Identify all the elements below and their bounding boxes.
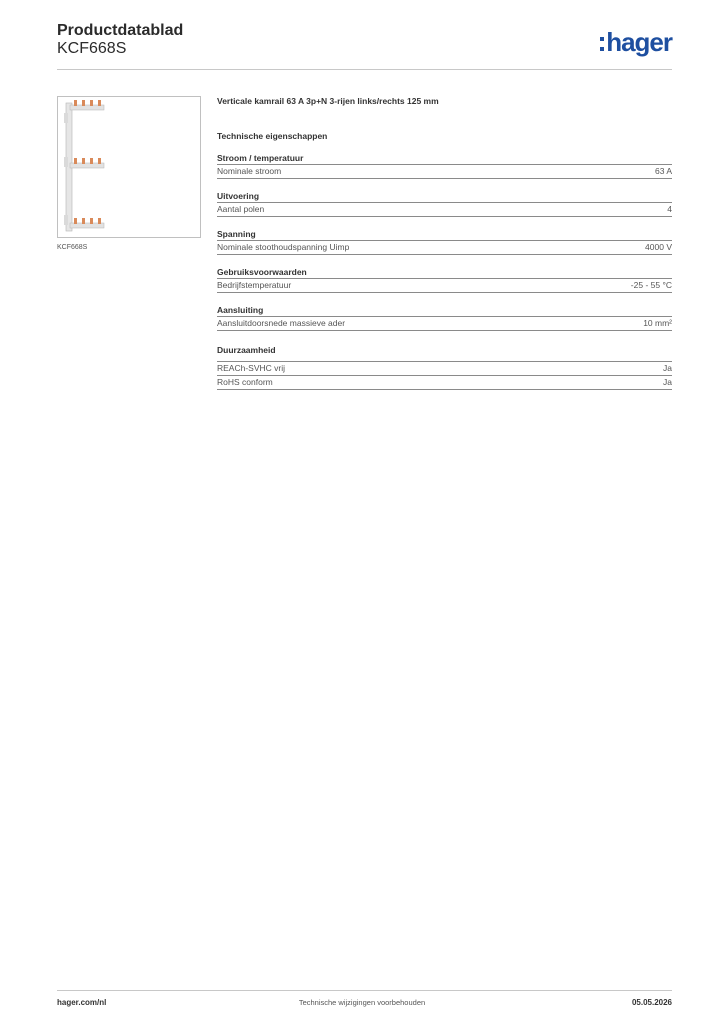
group-title-spanning: Spanning: [217, 217, 672, 241]
footer-date: 05.05.2026: [631, 998, 672, 1007]
spec-value: -25 - 55 °C: [630, 280, 672, 290]
spec-row: [217, 317, 672, 331]
logo-dots-icon: [600, 37, 604, 51]
footer-divider: [57, 990, 672, 991]
spec-row: [217, 241, 672, 255]
busbar-illustration-icon: [58, 97, 200, 237]
section-heading: Technische eigenschappen: [217, 131, 328, 141]
logo-text: hager: [606, 27, 672, 57]
image-caption: KCF668S: [57, 244, 88, 251]
spec-label: RoHS conform: [217, 377, 273, 387]
group-title-aansluiting: Aansluiting: [217, 293, 672, 317]
spec-label: REACh-SVHC vrij: [217, 363, 286, 373]
spec-label: Aansluitdoorsnede massieve ader: [217, 318, 346, 328]
group-title-stroom: Stroom / temperatuur: [217, 143, 672, 165]
page-title: Productdatablad: [57, 22, 184, 39]
spec-row: [217, 279, 672, 293]
spec-content: [217, 96, 672, 390]
product-description: Verticale kamrail 63 A 3p+N 3-rijen links/rechts 125 mm: [217, 96, 439, 106]
spec-label: Nominale stoothoudspanning Uimp: [217, 242, 350, 252]
spec-row: [217, 376, 672, 390]
group-title-duurzaamheid: Duurzaamheid: [217, 331, 672, 362]
spec-row: [217, 203, 672, 217]
spec-row: [217, 362, 672, 376]
header-divider: [57, 69, 672, 70]
group-title-gebruiksvoorwaarden: Gebruiksvoorwaarden: [217, 255, 672, 279]
spec-value: Ja: [663, 377, 672, 387]
spec-row: [217, 165, 672, 179]
spec-value: 4: [667, 204, 672, 214]
spec-value: 63 A: [654, 166, 672, 176]
spec-label: Aantal polen: [217, 204, 265, 214]
spec-label: Nominale stroom: [217, 166, 282, 176]
spec-value: 10 mm²: [643, 318, 672, 328]
hager-logo: [600, 27, 672, 57]
spec-value: 4000 V: [645, 242, 672, 252]
footer-note: Technische wijzigingen voorbehouden: [298, 998, 426, 1007]
product-image: [57, 96, 201, 238]
spec-value: Ja: [663, 363, 672, 373]
group-title-uitvoering: Uitvoering: [217, 179, 672, 203]
spec-label: Bedrijfstemperatuur: [217, 280, 292, 290]
product-code: KCF668S: [57, 40, 127, 57]
footer-website-link[interactable]: hager.com/nl: [57, 998, 107, 1007]
